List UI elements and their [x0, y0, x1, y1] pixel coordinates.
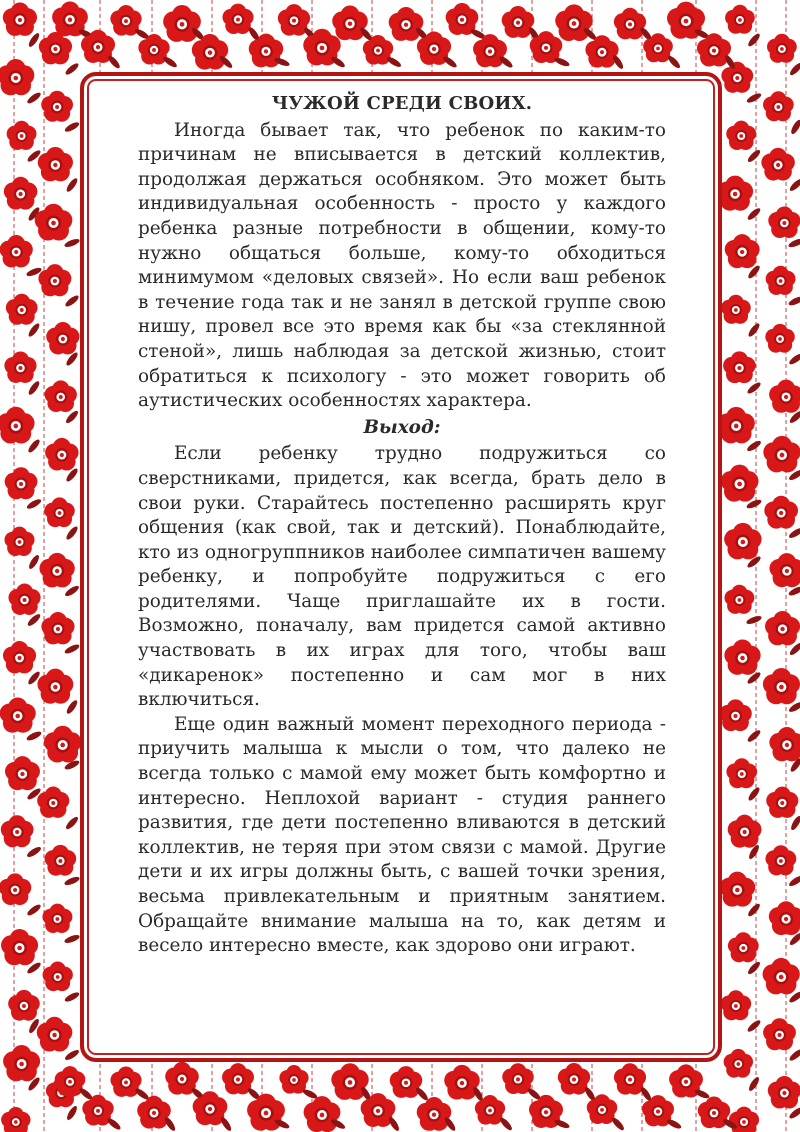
leaf-ornament — [64, 294, 80, 309]
leaf-ornament — [746, 206, 762, 221]
leaf-ornament — [745, 614, 762, 625]
flower-ornament — [763, 1018, 796, 1050]
flower-ornament — [768, 1076, 800, 1109]
leaf-ornament — [64, 643, 81, 656]
leaf-ornament — [64, 62, 80, 77]
leaf-ornament — [64, 1048, 81, 1062]
flower-ornament — [45, 438, 78, 471]
leaf-ornament — [746, 381, 762, 396]
leaf-ornament — [63, 237, 80, 248]
leaf-ornament — [64, 815, 79, 831]
leaf-ornament — [747, 1076, 761, 1093]
leaf-ornament — [789, 119, 800, 136]
article-content — [138, 92, 666, 959]
flower-ornament — [42, 904, 72, 933]
flower-ornament — [444, 1065, 480, 1100]
paragraph-transition: Еще один важный момент переходного периода - приучить малыша к мысли о том, что далеко не всегда только с мамой ему может быть комфортно и интересно. Неплохой вариант - студия раннего развития, где дети постепенно вливаются в детский коллектив, не теряя при этом связи с мамой. Другие дети и их игры должны быть, с вашей точки зрения, весьма привлекательным и приятным занятием. Обращайте внимание малыша на то, как детям и весело интересно вместе, как здорово они играют. — [138, 713, 666, 957]
flower-ornament — [41, 612, 74, 644]
flower-ornament — [45, 380, 77, 412]
flower-ornament — [0, 873, 31, 905]
flower-ornament — [4, 177, 38, 210]
leaf-ornament — [788, 526, 800, 540]
flower-ornament — [39, 553, 74, 588]
flower-ornament — [765, 611, 800, 645]
flower-ornament — [5, 756, 40, 790]
flower-ornament — [304, 1096, 341, 1132]
leaf-ornament — [788, 61, 800, 77]
flower-ornament — [728, 932, 759, 962]
paragraph-solution: Если ребенку трудно подружиться со сверстниками, придется, как всегда, брать дело в свои руки. Старайтесь постепенно расширять круг общения (как свой, так и детский). Понаблюдайте, кто из одногруппников наиболее симпатичен вашему ребенку, и попробуйте подружиться с его родителями. Чаще приглашайте их в гости. Возможно, поначалу, вам придется самой активно участвовать в их играх для того, чтобы ваш «дикаренок» постепенно и сам мог в них включиться. — [138, 443, 666, 711]
flower-ornament — [3, 641, 36, 673]
article-title: ЧУЖОЙ СРЕДИ СВОИХ. — [271, 93, 533, 114]
flower-ornament — [38, 264, 71, 296]
leaf-ornament — [666, 54, 681, 70]
flower-ornament — [719, 699, 752, 731]
flower-ornament — [6, 294, 38, 325]
flower-ornament — [389, 7, 424, 41]
flower-ornament — [0, 407, 35, 444]
flower-ornament — [1, 929, 38, 965]
flower-ornament — [767, 34, 797, 63]
flower-ornament — [769, 380, 800, 413]
flower-ornament — [332, 6, 368, 41]
leaf-ornament — [788, 352, 800, 366]
flower-ornament — [765, 845, 796, 875]
flower-ornament — [764, 496, 798, 529]
flower-ornament — [769, 727, 800, 761]
flower-ornament — [725, 5, 755, 34]
flower-ornament — [726, 121, 756, 150]
leaf-ornament — [25, 730, 42, 742]
flower-ornament — [724, 1049, 753, 1078]
flower-ornament — [1, 1107, 30, 1132]
leaf-ornament — [787, 237, 800, 249]
leaf-ornament — [106, 1117, 122, 1132]
flower-ornament — [768, 206, 800, 238]
flower-ornament — [37, 669, 73, 704]
flower-ornament — [43, 961, 73, 991]
flower-ornament — [769, 553, 800, 587]
flower-ornament — [766, 266, 796, 295]
flower-ornament — [46, 322, 79, 354]
leaf-ornament — [26, 91, 42, 105]
leaf-ornament — [65, 177, 79, 193]
leaf-ornament — [746, 902, 761, 918]
solution-subheading: Выход: — [363, 416, 441, 438]
flower-ornament — [38, 147, 73, 181]
flower-ornament — [192, 34, 228, 70]
flower-ornament — [502, 6, 535, 38]
flower-ornament — [37, 787, 69, 818]
leaf-ornament — [788, 1048, 800, 1063]
leaf-ornament — [746, 148, 762, 163]
leaf-ornament — [498, 1116, 513, 1132]
flower-ornament — [5, 467, 38, 499]
paragraph-intro: Иногда бывает так, что ребенок по каким-то причинам не вписывается в детский коллектив, продолжая держаться особняком. Это может быть индивидуальная особенность - просто у каждого ребенка разные потребности в общении, кому-то нужно общаться больше, кому-то обходиться минимумом «деловых связей». Но если ваш ребенок в течение года так и не занял в детской группе свою нишу, провел все это время как бы «за стеклянной стеной», лишь наблюдая за детской жизнью, стоит обратиться к психологу - это может говорить об аутистических особенностях характера. — [138, 119, 666, 412]
flower-ornament — [725, 234, 760, 268]
flower-ornament — [763, 668, 800, 704]
flower-ornament — [417, 1097, 452, 1131]
flower-ornament — [279, 1065, 308, 1094]
leaf-ornament — [788, 177, 800, 192]
flower-ornament — [137, 1096, 171, 1129]
flower-ornament — [697, 33, 731, 66]
leaf-ornament — [610, 1116, 625, 1132]
leaf-ornament — [789, 815, 800, 832]
flower-ornament — [473, 34, 507, 67]
leaf-ornament — [746, 439, 763, 453]
leaf-ornament — [27, 438, 42, 454]
leaf-ornament — [746, 728, 762, 743]
flower-ornament — [0, 698, 36, 733]
leaf-ornament — [26, 497, 43, 510]
flower-ornament — [719, 872, 755, 907]
flower-ornament — [721, 62, 753, 93]
flower-ornament — [4, 352, 36, 383]
flower-ornament — [766, 787, 798, 818]
flower-ornament — [7, 121, 37, 150]
leaf-ornament — [219, 1116, 233, 1132]
leaf-ornament — [27, 554, 41, 571]
leaf-ornament — [65, 525, 80, 541]
flower-ornament — [721, 295, 751, 324]
flower-ornament — [37, 1017, 73, 1052]
flower-ornament — [0, 59, 34, 95]
flower-ornament — [723, 351, 756, 383]
leaf-ornament — [787, 295, 800, 307]
flower-ornament — [724, 585, 754, 614]
flower-ornament — [390, 1066, 423, 1098]
flower-ornament — [44, 497, 74, 527]
flower-ornament — [8, 584, 40, 615]
leaf-ornament — [788, 874, 800, 888]
leaf-ornament — [64, 991, 81, 1004]
leaf-ornament — [65, 699, 79, 716]
flower-ornament — [3, 1045, 40, 1081]
leaf-ornament — [746, 32, 761, 48]
flower-ornament — [1, 815, 34, 847]
flower-ornament — [761, 148, 794, 181]
flower-ornament — [724, 639, 760, 674]
flower-ornament — [44, 726, 82, 763]
leaf-ornament — [747, 322, 761, 338]
leaf-ornament — [27, 380, 41, 396]
flower-ornament — [0, 235, 33, 267]
flower-ornament — [8, 990, 40, 1021]
flower-ornament — [614, 8, 646, 40]
flower-ornament — [763, 436, 800, 472]
flower-ornament — [3, 2, 37, 35]
flower-ornament — [726, 758, 757, 788]
leaf-ornament — [63, 875, 80, 887]
leaf-ornament — [746, 92, 763, 105]
flower-ornament — [717, 176, 753, 211]
flower-ornament — [45, 845, 77, 876]
flower-ornament — [555, 4, 593, 41]
flower-ornament — [41, 91, 73, 122]
leaf-ornament — [746, 1019, 762, 1034]
flower-ornament — [721, 465, 759, 502]
flower-ornament — [718, 407, 755, 443]
leaf-ornament — [26, 903, 42, 917]
leaf-ornament — [746, 960, 761, 976]
flower-ornament — [765, 324, 794, 353]
flower-ornament — [35, 204, 73, 241]
flower-ornament — [4, 527, 34, 556]
flower-ornament — [163, 5, 201, 42]
flower-ornament — [763, 91, 794, 121]
leaf-ornament — [747, 786, 762, 802]
leaf-ornament — [63, 933, 80, 944]
leaf-ornament — [106, 54, 121, 70]
leaf-ornament — [64, 121, 81, 134]
flower-ornament — [585, 35, 618, 67]
leaf-ornament — [26, 845, 43, 859]
flower-ornament — [769, 901, 800, 935]
flower-ornament — [721, 990, 752, 1020]
flower-ornament — [763, 958, 800, 994]
